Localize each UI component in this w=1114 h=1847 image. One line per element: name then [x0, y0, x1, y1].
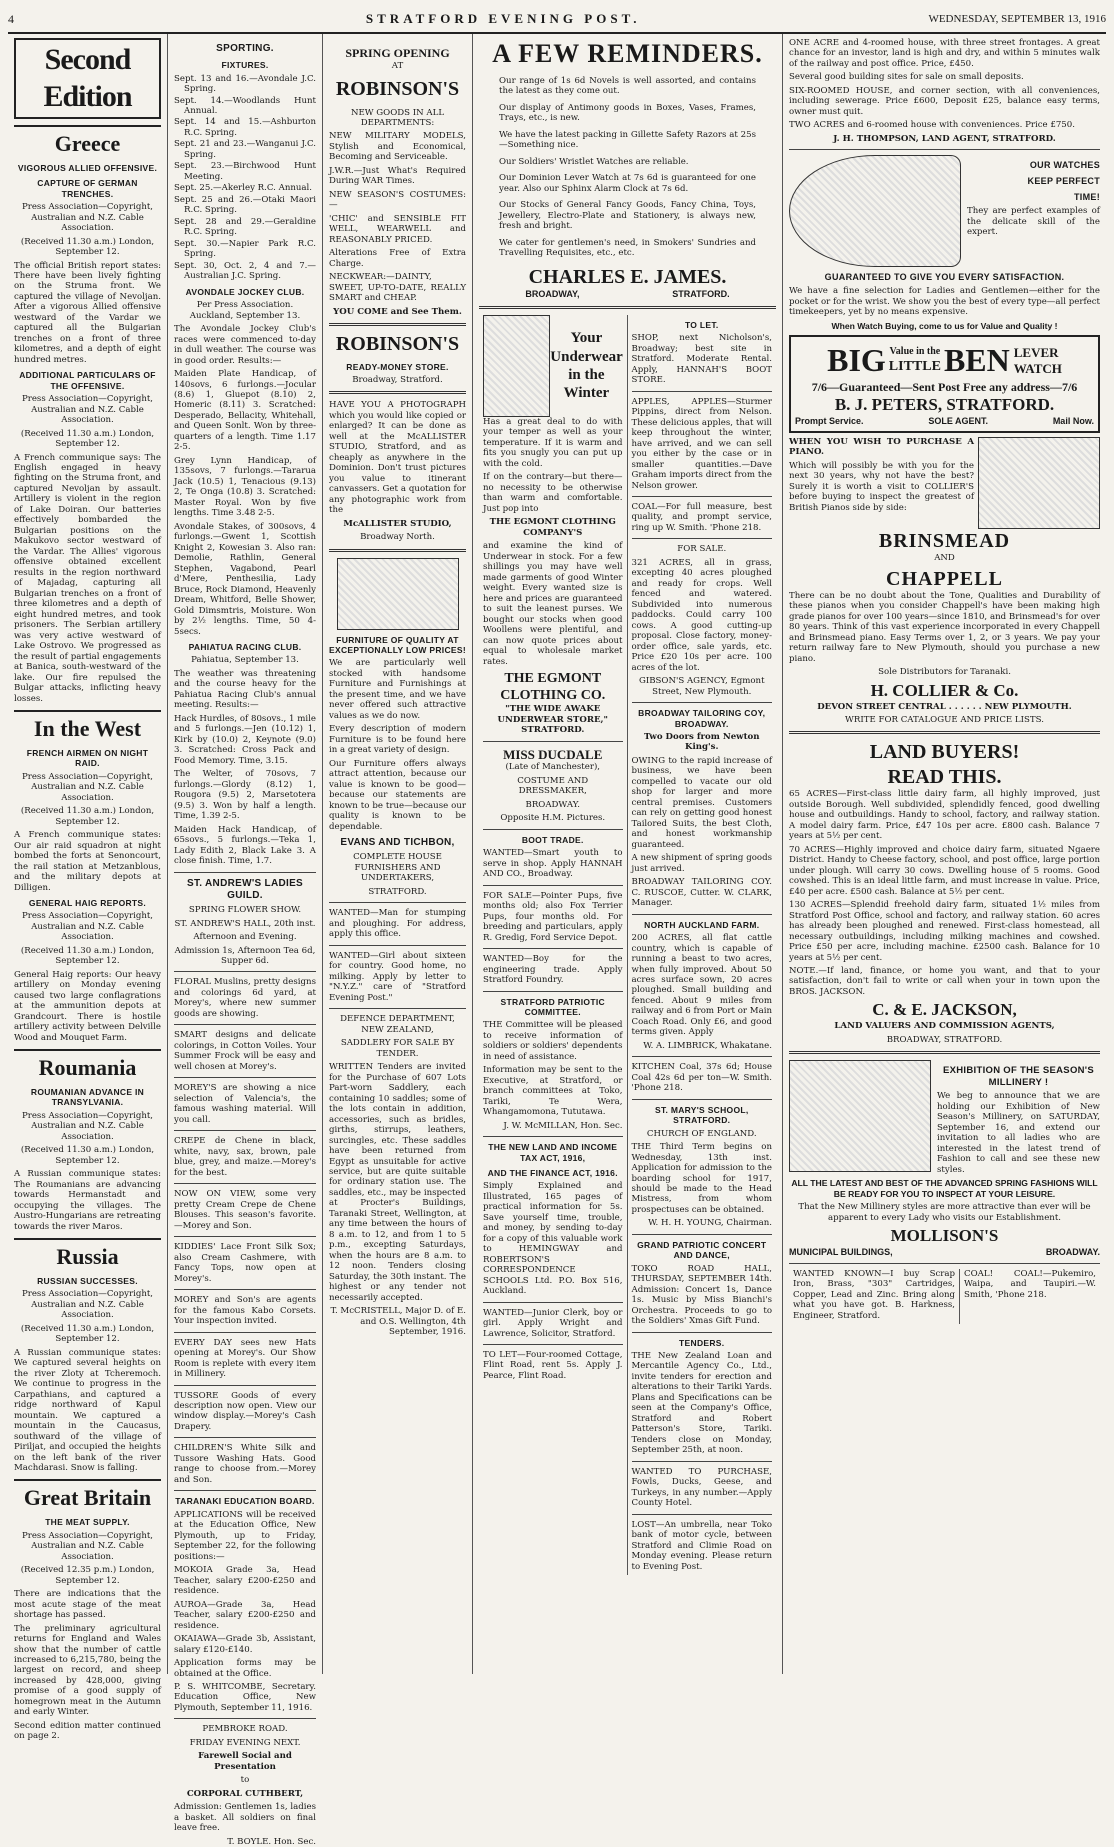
dateline: (Received 12.35 p.m.) London, September 12.: [20, 1565, 155, 1586]
reminders-title: A FEW REMINDERS.: [492, 39, 763, 68]
page-number: 4: [8, 11, 14, 26]
reminder-item: We cater for gentlemen's need, in Smokers' Sundries and Travelling Requisites, etc., etc.: [499, 237, 756, 259]
dateline: Per Press Association. Auckland, September 13.: [189, 300, 301, 321]
piano-illustration: [978, 437, 1100, 529]
ad-heading: ST. ANDREW'S LADIES GUILD.: [186, 877, 304, 901]
sporting-heading: SPORTING.: [216, 43, 274, 54]
ad-line: STRATFORD.: [368, 886, 427, 897]
ad-line: Opposite H.M. Pictures.: [500, 813, 606, 824]
ad-heading: GRAND PATRIOTIC CONCERT AND DANCE,: [637, 1239, 767, 1261]
reminder-list: [479, 76, 776, 259]
ad-text: We are particularly well stocked with handsome Furniture and Furnishings at the present time, and we have never offered such attractive values as we do now.: [329, 658, 466, 721]
james-address: [479, 289, 776, 300]
james-address-left: BROADWAY,: [525, 288, 580, 299]
article-text: A French communique states: Our air raid squadron at night bombed the forts at Senoncourt, the rail station at Metzanblous, and the military depots at Dilligen.: [14, 830, 161, 893]
ad-line: CORPORAL CUTHBERT,: [186, 1788, 304, 1799]
subheading: RUSSIAN SUCCESSES.: [37, 1275, 138, 1286]
fixture-item: Sept. 30, Oct. 2, 4 and 7.—Australian J.C. Spring.: [174, 260, 316, 282]
egmont-ad: [479, 315, 628, 1575]
ad-line: Admission 1s, Afternoon Tea 6d, Supper 6d.: [174, 945, 316, 966]
paper-title: STRATFORD EVENING POST.: [365, 11, 641, 26]
ad-text: We have a fine selection for Ladies and Gentlemen—either for the pocket or for the wrist. We show you the best of every type—all perfect timekeepers, yet by no means expensive.: [789, 286, 1100, 318]
ad-signature: T. McCRISTELL, Major D. of E. and O.S. Wellington, 4th September, 1916.: [330, 1306, 466, 1338]
robinsons-store-title: ROBINSON'S: [335, 333, 460, 356]
land-item: 70 ACRES—Highly improved and choice dairy farm, situated Ngaere District. Handy to Cheese factory, school, and post office, large portion under plough. Will carry 30 cows. Dwelling house of 5 rooms. Good cowshed. This is an ideal little farm, and must increase in value. Price, £40 per acre. £500 cash. Balance at 5½ per cent.: [789, 844, 1100, 897]
classified: WANTED—Girl about sixteen for country. Good home, no milking. Apply by letter to "N.Y.Z." care of "Stratford Evening Post.": [329, 950, 466, 1003]
spring-opening-title: SPRING OPENING: [345, 46, 450, 60]
article-text: Maiden Hack Handicap, of 65sovs., 5 furlongs.—Teka 1, Lady Edith 2, Black Lake 3. A close finish. Time, 1.7.: [174, 824, 316, 867]
ad-line: COSTUME AND DRESSMAKER,: [517, 775, 589, 797]
fixture-item: Sept. 25 and 26.—Otaki Maori R.C. Spring.: [174, 194, 316, 216]
collier-address: DEVON STREET CENTRAL . . . . . . NEW PLYMOUTH.: [817, 701, 1072, 712]
fixtures-heading: FIXTURES.: [221, 60, 269, 71]
piano-ad: [789, 437, 1100, 529]
property-item: TWO ACRES and 6-roomed house with conveniences. Price £750.: [789, 120, 1075, 131]
article-text: Hack Hurdles, of 80sovs., 1 mile and 5 furlongs.—Jen (10.12) 1, Kirk by (10.0) 2, Keynote (9.0) 3. Scratched: Cross Pack and Food Memory. Time, 3.15.: [174, 713, 316, 766]
ad-subtitle: READY-MONEY STORE.: [346, 361, 449, 372]
ad-line: NECKWEAR:—DAINTY, SWEET, UP-TO-DATE, REALLY SMART and CHEAP.: [329, 272, 466, 304]
fixture-item: Sept. 14.—Woodlands Hunt Annual.: [174, 95, 316, 116]
cable-credit: Press Association—Copyright, Australian and N.Z. Cable Association.: [21, 771, 154, 803]
egmont-name: THE EGMONT CLOTHING COMPANY'S: [489, 517, 616, 538]
ben-little: LITTLE: [888, 359, 941, 375]
continued-note: Second edition matter continued on page 2.: [14, 1720, 161, 1742]
classified: FLORAL Muslins, pretty designs and colorings 6d yard, at Morey's, where new summer goods are showing.: [174, 977, 316, 1019]
reminder-item: Our Soldiers' Wristlet Watches are reliable.: [499, 156, 689, 167]
cable-credit: Press Association—Copyright, Australian and N.Z. Cable Association.: [21, 1110, 154, 1142]
classified: NOW ON VIEW, some very pretty Cream Crepe de Chene Blouses. This season's favorite.—Morey and Son.: [174, 1189, 316, 1231]
ad-text: There can be no doubt about the Tone, Qualities and Durability of these pianos when you consider Chappell's have been making high grade pianos for over 100 years—since 1810, and Brinsmead's for over 80 years. Think of this vast experience incorporated in every Chappell and Brinsmead piano. Easy Terms over 1, 2, or 3 years. We pay your return railway fare to New Plymouth, should you purchase a new piano.: [789, 590, 1100, 664]
classified: 321 ACRES, all in grass, excepting 40 acres ploughed and ready for crops. Well fenced and watered. Subdivided into numerous paddocks. Could carry 100 cows. A good cutting-up proposal. Close factory, money-order office, sale yards, etc. Price £20 10s per acre. 100 acres of the lot.: [631, 557, 772, 673]
wristwatch-illustration: [789, 155, 961, 267]
ad-heading: TENDERS.: [679, 1337, 725, 1348]
big-ben-ad: [789, 335, 1100, 432]
classified: FOR SALE—Pointer Pups, five months old; also Fox Terrier Pups, four months old. For breeding and particulars, apply R. Gredig, Ford Service Depot.: [483, 890, 623, 943]
ad-line: Broadway, Stratford.: [352, 374, 443, 385]
property-list: [789, 38, 1100, 131]
article-text: A Russian communique states: We captured several heights on the river Zloty at Tcheremoch. We continue to progress in the Carpathians, and captured a ridge northward of Kapul mountain. We captured a mountain in the Caucasus, southward of the village of Piriljat, and occupied the heights on the left bank of the river Machdarasi. Snow is falling.: [14, 1347, 161, 1473]
ad-text: THE New Zealand Loan and Mercantile Agency Co., Ltd., invite tenders for erection and alterations to their Tariki Yards. Plans and Specifications can be seen at the Company's Office, Stratford and Robert Patterson's Store, Tariki. Tenders close on Monday, September 25th, at noon.: [631, 1350, 772, 1456]
ad-text: Application forms may be obtained at the Office.: [174, 1658, 316, 1679]
classified: MOREY and Son's are agents for the famous Kabo Corsets. Your inspection invited.: [174, 1295, 316, 1327]
ad-line: to: [240, 1775, 250, 1786]
ad-heading: NORTH AUCKLAND FARM.: [644, 919, 760, 930]
britain-heading: Great Britain: [14, 1479, 161, 1512]
property-item: SIX-ROOMED HOUSE, and corner section, with all conveniences, including sewerage. Price £600, Deposit £25, balance easy terms, owner must quit.: [789, 85, 1100, 117]
classified: KITCHEN Coal, 37s 6d; House Coal 42s 6d per ton—W. Smith. 'Phone 218.: [631, 1062, 772, 1094]
classified: TUSSORE Goods of every description now open. View our window display.—Morey's Cash Drapery.: [174, 1390, 316, 1432]
subheading: VIGOROUS ALLIED OFFENSIVE.: [17, 163, 158, 174]
ad-line: YOU COME and See Them.: [333, 306, 462, 317]
ad-text: Simply Explained and Illustrated, 165 pages of practical information for 5s. Save yourself time, trouble, and money, by sending to-day for a copy of this valuable work to HEMINGWAY and ROBERTSON'S CORRESPONDENCE SCHOOLS Ltd. P.O. Box 516, Auckland.: [483, 1181, 623, 1297]
millinery-ad: [789, 1060, 1100, 1178]
ad-line: Farewell Social and Presentation: [198, 1751, 292, 1772]
thompson-signature: J. H. THOMPSON, LAND AGENT, STRATFORD.: [833, 133, 1056, 144]
subheading: PAHIATUA RACING CLUB.: [188, 642, 302, 653]
dateline: (Received 11.30 a.m.) London, September 12.: [20, 428, 155, 450]
morey-ads: [174, 977, 316, 1485]
ad-text: APPLICATIONS will be received at the Education Office, New Plymouth, up to Friday, September 22, for the following positions:—: [174, 1509, 316, 1562]
fixture-item: Sept. 21 and 23.—Wanganui J.C. Spring.: [174, 139, 316, 160]
ad-text: and examine the kind of Underwear in stock. For a few shillings you may have well made garments of good Winter weight. Every wanted size is here and prices are guaranteed to suit the leanest purses. We bought our stocks when good Woollens were plentiful, and can now quote prices about equal to wholesale market rates.: [483, 541, 623, 667]
article-text: A French communique says: The English engaged in heavy fighting on the Struma front, and captured Nevoljan by assault. Artillery is violent in the region of Lake Doiran. Our batteries effectively bombarded the Bulgarian positions on the Makukovo sector westward of the Vardar. The Allies' vigorous offensive obtained excellent results in the region northward of Majadag, capturing all Bulgarian trenches on a front of three kilometres and a depth of eight hundred metres, and took prisoners. The Serbian artillery was very active westward of Lake Ostrovo. We progressed as the result of partial engagements at Banica, south-westward of the lake. Our fire repulsed the Bulgar attacks, inflicting heavy losses.: [14, 452, 161, 704]
dateline: (Received 11.30 a.m.) London, September 12.: [20, 1323, 155, 1345]
ben-peters: B. J. PETERS, STRATFORD.: [834, 394, 1055, 414]
article-text: The Welter, of 70sovs, 7 furlongs.—Glordy (8.12) 1, Rougora (9.5) 2, Marsetotera (9.5) 3. Won by half a length. Time, 1.39 2-5.: [174, 769, 316, 822]
classified: KIDDIES' Lace Front Silk Sox; also Cream Cashmere, with Fancy Tops, now open at Morey's.: [174, 1242, 316, 1284]
fixture-item: Sept. 25.—Akerley R.C. Annual.: [174, 183, 313, 194]
ad-line: SADDLERY FOR SALE BY TENDER.: [340, 1038, 455, 1059]
land-item: NOTE.—If land, finance, or home you want, and that to your satisfaction, don't fail to write or call when your in town upon the BROS. JACKSON.: [789, 966, 1100, 997]
mollison-title: MOLLISON'S: [890, 1226, 999, 1246]
article-text: The weather was threatening and the course heavy for the Pahiatua Racing Club's annual meeting. Results:—: [174, 668, 316, 711]
ad-heading: TO LET.: [684, 319, 719, 330]
james-title: CHARLES E. JAMES.: [528, 265, 727, 288]
column-reminders: [473, 34, 783, 1674]
ben-mail: Mail Now.: [1052, 415, 1094, 426]
ad-heading: BOOT TRADE.: [521, 834, 584, 845]
dateline: (Received 11.30 a.m.) London, September 12.: [20, 806, 155, 827]
watch-heading: TIME!: [1074, 192, 1100, 203]
ben-name: BEN: [943, 342, 1010, 379]
ad-heading: DEFENCE DEPARTMENT, NEW ZEALAND,: [340, 1014, 455, 1035]
ad-line: Afternoon and Evening.: [193, 932, 297, 943]
millinery-latest: ALL THE LATEST AND BEST OF THE ADVANCED SPRING FASHIONS WILL BE READY FOR YOU TO INSPECT AT YOUR LEISURE.: [791, 1178, 1098, 1199]
classified: WANTED—Junior Clerk, boy or girl. Apply Wright and Lawrence, Solicitor, Stratford.: [483, 1307, 623, 1339]
ad-subtitle: FURNITURE OF QUALITY AT EXCEPTIONALLY LOW PRICES!: [329, 634, 466, 656]
ad-line: ST. ANDREW'S HALL, 20th inst.: [174, 918, 316, 929]
reminder-item: Our display of Antimony goods in Boxes, Vases, Frames, Trays, etc., is new.: [499, 102, 756, 124]
ad-heading: ST. MARY'S SCHOOL, STRATFORD.: [654, 1104, 749, 1126]
ad-text: Every description of modern Furniture is to be found here in a great variety of design.: [329, 724, 466, 756]
fixture-item: Sept. 30.—Napier Park R.C. Spring.: [174, 238, 316, 260]
property-item: ONE ACRE and 4-roomed house, with three street frontages. A great chance for an investor, land is high and dry, and within 5 minutes walk of the railway and post office. Price, £450.: [789, 38, 1100, 69]
second-edition-title: Second Edition: [14, 38, 161, 119]
dateline: (Received 11.30 a.m.) London, September 12.: [20, 1145, 155, 1166]
mollison-address-right: BROADWAY.: [1045, 1246, 1100, 1257]
ad-text: WRITTEN Tenders are invited for the Purchase of 607 Lots Part-worn Saddlery, each containing 10 saddles; some of the lots contain in addition, accessories, such as bridles, girths, stirrups, leathers, surcingles, etc. These saddles have been returned from Egypt as unsuitable for active service, but are quite suitable for ordinary station use. The saddles, etc., may be inspected at Procter's Buildings, Taranaki Street, Wellington, at any time between the hours of 8 a.m. to 12, and from 1 to 5 p.m., excepting Saturdays, when the hours are 8 a.m. to 12 noon. Tenders closing Saturday, the 30th instant. The highest or any tender not necessarily accepted.: [329, 1062, 466, 1303]
mollison-address-left: MUNICIPAL BUILDINGS,: [789, 1246, 893, 1257]
classifieds-right: [628, 315, 777, 1575]
ad-text: A new shipment of spring goods just arrived.: [631, 853, 772, 874]
ad-text: MOKOIA Grade 3a, Head Teacher, salary £200-£250 and residence.: [174, 1565, 316, 1597]
ad-heading: BROADWAY TAILORING COY, BROADWAY.: [638, 708, 766, 729]
subheading: GENERAL HAIG REPORTS.: [28, 898, 147, 908]
article-text: The preliminary agricultural returns for England and Wales show that the number of cattle increased to 6,215,780, being the largest on record, and sheep increased by 428,000, giving promise of a good supply of homegrown meat in the Autumn and early Winter.: [14, 1623, 161, 1718]
jackson-address: BROADWAY, STRATFORD.: [886, 1034, 1003, 1045]
masthead: [8, 6, 1106, 34]
cable-credit: Press Association—Copyright, Australian and N.Z. Cable Association.: [21, 1530, 154, 1562]
millinery-heading: EXHIBITION OF THE SEASON'S MILLINERY !: [943, 1065, 1094, 1088]
fixture-item: Sept. 23.—Birchwood Hunt Meeting.: [174, 161, 316, 182]
cable-credit: Press Association—Copyright, Australian and N.Z. Cable Association.: [21, 911, 154, 943]
classified: COAL! COAL!—Pukemiro, Waipa, and Taupiri.—W. Smith, 'Phone 218.: [964, 1268, 1096, 1300]
subheading: THE MEAT SUPPLY.: [45, 1517, 130, 1528]
classified: EVERY DAY sees new Hats opening at Morey's. Our Show Room is replete with every item in Millinery.: [174, 1337, 316, 1380]
classified: TO LET—Four-roomed Cottage, Flint Road, rent 5s. Apply J. Pearce, Flint Road.: [483, 1350, 623, 1381]
subheading: AVONDALE JOCKEY CLUB.: [185, 286, 305, 297]
property-item: Several good building sites for sale on small deposits.: [789, 72, 1024, 83]
ad-text: AUROA—Grade 3a, Head Teacher, salary £200-£250 and residence.: [174, 1599, 316, 1631]
ad-line: FRIDAY EVENING NEXT.: [189, 1737, 301, 1748]
classified: CHILDREN'S White Silk and Tussore Washing Hats. Good range to choose from.—Morey and Son.: [174, 1443, 316, 1485]
ad-line: Broadway North.: [360, 532, 435, 543]
furniture-illustration: [337, 558, 459, 630]
ad-heading: TARANAKI EDUCATION BOARD.: [175, 1496, 315, 1507]
ben-lever: LEVER: [1013, 344, 1059, 360]
ad-text: 200 ACRES, all flat cattle country, which is capable of running a beast to two acres, when fully improved. About 50 acres surface sown, 20 acres ploughed. Small building and fenced. About 9 miles from railway and 6 from Port or Main Coach Road. Only £6, and good terms given. Apply: [631, 933, 772, 1038]
cable-credit: Press Association—Copyright, Australian and N.Z. Cable Association.: [21, 1289, 154, 1321]
ad-line: NEW MILITARY MODELS, Stylish and Economical, Becoming and Serviceable.: [329, 131, 466, 163]
reminder-item: We have the latest packing in Gillette Safety Razors at 25s —Something nice.: [499, 129, 756, 151]
ad-line: BROADWAY.: [525, 799, 580, 810]
ad-text: THE Third Term begins on Wednesday, 13th inst. Application for admission to the boarding school for 1917, should be made to the Head Mistress, from whom prospectuses can be obtained.: [631, 1142, 772, 1215]
land-item: 130 ACRES—Splendid freehold dairy farm, situated 1½ miles from Stratford Post Office, school and factory, and railway station. 60 acres has already been ploughed and renewed. First-class homestead, all necessary outbuildings, including milking machines and cowshed. Price £50 per acre, including machine. £2500 cash. Balance for 10 years at 5½ per cent.: [789, 900, 1100, 963]
ad-heading: FOR SALE.: [677, 544, 727, 555]
ducdale-title: MISS DUCDALE: [503, 746, 603, 762]
read-this-title: READ THIS.: [887, 765, 1002, 788]
robinsons-title: ROBINSON'S: [335, 78, 460, 101]
ben-big: BIG: [827, 342, 886, 379]
ad-text: Information may be sent to the Executive, at Stratford, or branch committees at Toko, Tariki, Te Wera, Whangamomona, Tututawa.: [483, 1065, 623, 1118]
classified: WANTED KNOWN—I buy Scrap Iron, Brass, "303" Cartridges, Copper, Lead and Zinc. Bring along what you have got. B. Harkness, Engineer, Stratford.: [793, 1268, 956, 1321]
ad-line: 'CHIC' and SENSIBLE FIT WELL, WEARWELL and REASONABLY PRICED.: [329, 213, 466, 245]
article-text: The official British report states: There have been lively fighting on the Struma front. We captured the village of Nevoljan. After a vigorous Allied offensive westward of the Vardar we captured all the Bulgarian trenches on a front of three kilometres, and a depth of eight hundred metres.: [14, 260, 161, 365]
dateline: (Received 11.30 a.m.) London, September 12.: [20, 945, 155, 967]
classified: WANTED—Boy for the engineering trade. Apply Stratford Foundry.: [483, 954, 623, 986]
ad-signature: T. BOYLE. Hon. Sec.: [227, 1836, 316, 1847]
dateline: Pahiatua, September 13.: [191, 655, 299, 666]
greece-heading: Greece: [14, 125, 161, 158]
ad-signature: BROADWAY TAILORING COY. C. RUSCOE, Cutter. W. CLARK, Manager.: [631, 877, 772, 909]
roumania-heading: Roumania: [14, 1049, 161, 1082]
ad-text: HAVE YOU A PHOTOGRAPH which you would like copied or enlarged? It can be done as well at the McALLISTER STUDIO, Stratford, and as cheaply as anywhere in the Dominion. Don't trust pictures you value to itinerant canvassers. Get a quotation for any photographic work from the: [329, 400, 466, 516]
studio-name: McALLISTER STUDIO,: [343, 518, 452, 529]
land-item: 65 ACRES—First-class little dairy farm, all highly improved, just outside Borough. Well subdivided, splendidly fenced, good dwelling house and outbuildings. Handy to school, factory, and railway station. A model dairy farm. Price, £47 10s per acre. £800 cash. Balance 7 years at 5½ per cent.: [789, 789, 1100, 842]
subheading: ROUMANIAN ADVANCE IN TRANSYLVANIA.: [30, 1087, 145, 1108]
ad-text: If on the contrary—but there—no necessity to be otherwise than warm and comfortable. Just pop into: [483, 472, 623, 514]
classified: WANTED—Smart youth to serve in shop. Apply HANNAH AND CO., Broadway.: [483, 848, 623, 880]
classified: CREPE de Chene in black, white, navy, sax, brown, pale blue, grey, and maize.—Morey's for the best.: [174, 1136, 316, 1178]
ad-line: SPRING FLOWER SHOW.: [188, 905, 302, 916]
article-text: Maiden Plate Handicap, of 140sovs, 6 furlongs.—Jocular (8.6) 1, Gluepot (8.10) 2, Homeric (8.11) 3. Scratched: Desperado, Bellacity, Whitehall, and Queen Sonlt. Won by three-quarters of a length. Time 1.17 2-5.: [174, 369, 316, 453]
reminder-item: Our range of 1s 6d Novels is well assorted, and contains the latest as they come out.: [499, 75, 756, 97]
classified: SMART designs and delicate colorings, in Cotton Voiles. Your Summer Frock will be easy and well chosen at Morey's.: [174, 1030, 316, 1072]
watch-heading: OUR WATCHES: [1029, 160, 1100, 171]
watch-heading: KEEP PERFECT: [1027, 176, 1100, 187]
fixture-list: [174, 74, 316, 282]
jackson-subtitle: LAND VALUERS AND COMMISSION AGENTS,: [834, 1021, 1055, 1032]
ad-text: We beg to announce that we are holding our Exhibition of New Season's Millinery, on SATURDAY, September 16, and extend our invitation to all ladies who are interested in the latest trend of Fashion to call and see these new styles.: [937, 1091, 1100, 1175]
russia-heading: Russia: [14, 1238, 161, 1271]
reminder-item: Our Dominion Lever Watch at 7s 6d is guaranteed for one year. Also our Sphinx Alarm Clock at 7s 6d.: [499, 173, 756, 194]
article-text: General Haig reports: Our heavy artillery on Monday evening caused two large conflagrations at the ammunition depots at Grandcourt. There is hostile artillery activity between Delville Wood and Mouquet Farm.: [14, 969, 161, 1043]
ben-watch: WATCH: [1013, 360, 1062, 376]
article-text: Avondale Stakes, of 300sovs, 4 furlongs.—Gwent 1, Scottish Knight 2, Kowesian 3. Also ran: Demolie, Rathlin, General Stephen, Vagabond, Pearl d'Mere, Penthesilia, Lady Bruce, Rock Diamond, Heavenly Dream, Whitford, Belle Shower, Gold Dimsmtris, Moisture. Won by 2½ lengths. Time, 50 4-5secs.: [174, 521, 316, 637]
land-buyers-title: LAND BUYERS!: [869, 741, 1020, 764]
james-address-right: STRATFORD.: [672, 288, 730, 299]
ad-line: Sole Distributors for Taranaki.: [878, 667, 1011, 678]
ad-signature: W. H. H. YOUNG, Chairman.: [648, 1218, 772, 1229]
classified: COAL—For full measure, best quality, and prompt service, ring up W. Smith. 'Phone 218.: [631, 502, 772, 533]
fixture-item: Sept. 14 and 15.—Ashburton R.C. Spring.: [174, 117, 316, 138]
ad-text: TOKO ROAD HALL, THURSDAY, SEPTEMBER 14th. Admission: Concert 1s, Dance 1s. Music by Miss Bianchi's Orchestra. Proceeds to go to the Soldiers' Xmas Gift Fund.: [631, 1263, 772, 1327]
classified: WANTED—Man for stumping and ploughing. For address, apply this office.: [329, 908, 466, 940]
ad-heading: AND THE FINANCE ACT, 1916.: [487, 1167, 618, 1178]
chappell-title: CHAPPELL: [886, 567, 1003, 590]
ad-line: COMPLETE HOUSE FURNISHERS AND UNDERTAKERS,: [353, 852, 442, 884]
cable-credit: Press Association—Copyright, Australian and N.Z. Cable Association.: [21, 394, 154, 426]
collier-write: WRITE FOR CATALOGUE AND PRICE LISTS.: [845, 714, 1044, 725]
man-illustration: [483, 315, 550, 417]
classified: MOREY'S are showing a nice selection of Valencia's, the famous washing material. Will you call.: [174, 1083, 316, 1125]
ad-line: NEW GOODS IN ALL DEPARTMENTS:: [350, 107, 445, 128]
classified: APPLES, APPLES—Sturmer Pippins, direct from Nelson. These delicious apples, that will keep throughout the winter, have arrived, and we can sell you either by the case or in smaller quantities.—Dave Graham imports direct from the Nelson grower.: [631, 396, 772, 491]
egmont-logo: THE EGMONT CLOTHING CO.: [500, 671, 606, 704]
column-advertisements: [783, 34, 1106, 1674]
ad-text: P. S. WHITCOMBE, Secretary. Education Office, New Plymouth, September 11, 1916.: [174, 1682, 316, 1713]
ad-text: OWING to the rapid increase of business, we have been compelled to vacate our old shop for larger and more central premises. Customers can rely on getting good honest Tailored Suits, the best Cloth, and honest workmanship guaranteed.: [631, 755, 772, 850]
article-text: There are indications that the most acute stage of the meat shortage has passed.: [14, 1589, 161, 1621]
column-robinsons: [323, 34, 473, 1674]
jackson-title: C. & E. JACKSON,: [872, 1000, 1017, 1020]
ad-line: Two Doors from Newton King's.: [643, 731, 760, 753]
cable-credit: Press Association—Copyright, Australian and N.Z. Cable Association.: [21, 202, 154, 234]
column-sporting: [168, 34, 323, 1847]
dateline: (Received 11.30 a.m.) London, September 12.: [20, 236, 155, 258]
ad-line: CHURCH OF ENGLAND.: [646, 1128, 757, 1139]
ad-line: Alterations Free of Extra Charge.: [329, 248, 466, 269]
ad-text: Our Furniture offers always attract attention, because our value is known to be good—because our statements are known to be true—because our quality is known to be dependable.: [329, 758, 466, 832]
ben-value: Value in the: [889, 346, 941, 358]
ad-text: Which will possibly be with you for the next 30 years, why not have the best? Surely it is worth a visit to COLLIER'S before buying to inspect the greatest of British Pianos side by side:: [789, 460, 974, 513]
ad-text: That the New Millinery styles are more attractive than ever will be apparent to every Lady who visits our Establishment.: [798, 1202, 1091, 1223]
ad-line: AT: [391, 60, 404, 71]
ad-heading: THE NEW LAND AND INCOME TAX ACT, 1916,: [488, 1142, 618, 1163]
ad-line: AND: [934, 553, 955, 564]
watch-ad: [789, 155, 1100, 267]
brinsmead-title: BRINSMEAD: [878, 529, 1011, 552]
subheading: CAPTURE OF GERMAN TRENCHES.: [37, 178, 138, 199]
subheading: ADDITIONAL PARTICULARS OF THE OFFENSIVE.: [19, 370, 156, 391]
subheading: FRENCH AIRMEN ON NIGHT RAID.: [26, 747, 149, 769]
fixture-item: Sept. 28 and 29.—Geraldine R.C. Spring.: [174, 216, 316, 238]
ben-agent: SOLE AGENT.: [928, 415, 989, 426]
classified: WANTED TO PURCHASE, Fowls, Ducks, Geese, and Turkeys, in any number.—Apply County Hotel.: [631, 1466, 772, 1509]
ad-line: (Late of Manchester),: [505, 762, 601, 773]
egmont-tagline: "THE WIDE AWAKE UNDERWEAR STORE," STRATFORD.: [497, 704, 609, 736]
fixture-item: Sept. 13 and 16.—Avondale J.C. Spring.: [174, 73, 316, 95]
classified: LOST—An umbrella, near Toko bank of motor cycle, between Stratford and Climie Road on Monday evening. Please return to Evening Post.: [631, 1519, 772, 1572]
land-list: [789, 789, 1100, 997]
watch-guarantee: GUARANTEED TO GIVE YOU EVERY SATISFACTION.: [824, 272, 1065, 283]
ad-line: J.W.R.—Just What's Required During WAR Times.: [329, 165, 466, 187]
ad-text: OKAIAWA—Grade 3b, Assistant, salary £120-£140.: [174, 1634, 316, 1655]
evans-title: EVANS AND TICHBON,: [340, 837, 455, 849]
hat-lady-illustration: [789, 1060, 931, 1172]
underwear-title: Your Underwear in the Winter: [550, 330, 623, 402]
ad-signature: W. A. LIMBRICK, Whakatane.: [643, 1040, 772, 1051]
ad-text: Has a great deal to do with your temper as well as your temperature. If it is warm and fits you snugly you can put up with the cold.: [483, 416, 623, 469]
reminder-item: Our Stocks of General Fancy Goods, Fancy China, Toys, Jewellery, Electro-Plate and Stationery, is always new, fresh and bright.: [499, 200, 756, 232]
ad-heading: STRATFORD PATRIOTIC COMMITTEE.: [500, 996, 605, 1017]
collier-title: H. COLLIER & Co.: [870, 680, 1019, 700]
article-text: Grey Lynn Handicap, of 135sovs, 7 furlongs.—Tararua Jack (10.5) 1, Tenacious (9.13) 2, Te Onga (10.8) 3. Scratched: Master Royal. Won by five lengths. Time 3.48 2-5.: [174, 455, 316, 519]
ad-heading: PEMBROKE ROAD.: [202, 1724, 288, 1735]
west-heading: In the West: [14, 710, 161, 743]
ad-signature: J. W. McMILLAN, Hon. Sec.: [503, 1120, 623, 1131]
article-text: The Avondale Jockey Club's races were commenced to-day in dull weather. The course was in good order. Results:—: [174, 324, 316, 366]
ad-line: NEW SEASON'S COSTUMES:—: [329, 189, 466, 211]
piano-heading: WHEN YOU WISH TO PURCHASE A PIANO.: [789, 436, 974, 458]
ad-signature: GIBSON'S AGENCY, Egmont Street, New Plymouth.: [638, 676, 765, 697]
ad-text: Admission: Gentlemen 1s, ladies a basket. All soldiers on final leave free.: [174, 1802, 316, 1834]
watch-footer: When Watch Buying, come to us for Value and Quality !: [831, 320, 1058, 331]
ben-price: 7/6—Guaranteed—Sent Post Free any address—7/6: [811, 380, 1078, 395]
ben-service: Prompt Service.: [795, 415, 864, 426]
article-text: A Russian communique states: The Roumanians are advancing towards Hermanstadt and occupying the villages. The Austro-Hungarians are retreating towards the river Maros.: [14, 1169, 161, 1232]
classified: SHOP, next Nicholson's, Broadway; best site in Stratford. Moderate Rental. Apply, HANNAH'S BOOT STORE.: [631, 333, 772, 386]
column-war-news: [8, 34, 168, 1742]
ad-text: THE Committee will be pleased to receive information of soldiers or soldiers' dependents in need of assistance.: [483, 1020, 623, 1062]
issue-date: WEDNESDAY, SEPTEMBER 13, 1916: [928, 13, 1106, 25]
ad-text: They are perfect examples of the delicate skill of the expert.: [967, 206, 1100, 238]
